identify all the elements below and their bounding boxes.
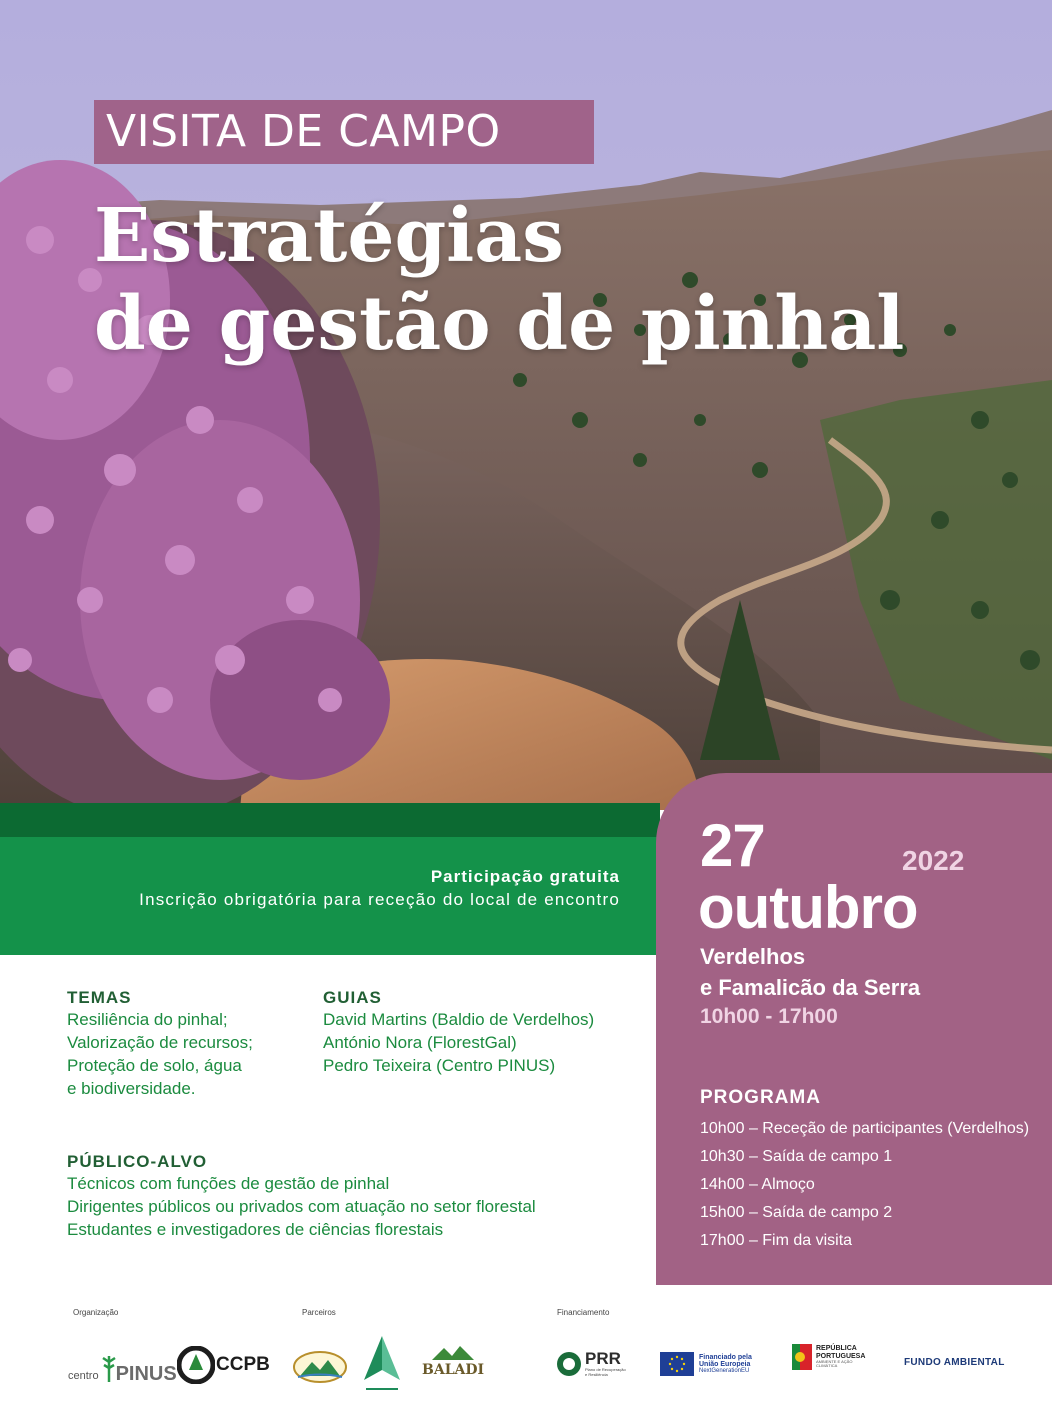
registration-note: Inscrição obrigatória para receção do local de encontro xyxy=(139,890,620,909)
eu-flag-icon xyxy=(660,1352,694,1376)
pine-icon xyxy=(102,1356,116,1382)
mountain-emblem-icon xyxy=(292,1350,348,1384)
eu-line-1: Financiado pela xyxy=(699,1353,752,1361)
rp-line-2: PORTUGUESA xyxy=(816,1352,866,1360)
pinus-word: PINUS xyxy=(115,1362,177,1385)
florestgal-logo xyxy=(362,1334,402,1394)
title-line-1: Estratégias xyxy=(94,193,564,279)
guias-line: Pedro Teixeira (Centro PINUS) xyxy=(323,1056,556,1075)
location-line-1: Verdelhos xyxy=(700,944,806,969)
publico-heading: PÚBLICO-ALVO xyxy=(67,1152,208,1171)
portugal-arms-icon xyxy=(792,1344,812,1370)
temas-line: e biodiversidade. xyxy=(67,1079,196,1098)
programa-item: 10h00 – Receção de participantes (Verdelhos) xyxy=(700,1120,1030,1137)
fundo-word: FUNDO AMBIENTAL xyxy=(904,1357,1005,1368)
publico-section xyxy=(67,1152,536,1241)
page-title xyxy=(94,192,904,368)
fundo-ambiental-logo xyxy=(904,1357,1005,1368)
programa-list xyxy=(700,1115,1029,1255)
programa-item: 10h30 – Saída de campo 1 xyxy=(700,1148,893,1165)
event-kicker: VISITA DE CAMPO xyxy=(94,100,594,164)
ccpb-logo xyxy=(177,1346,270,1384)
publico-line: Dirigentes públicos ou privados com atuação no setor florestal xyxy=(67,1197,536,1216)
florestgal-icon xyxy=(362,1334,402,1394)
label-financiamento: Financiamento xyxy=(557,1308,610,1317)
participation-band xyxy=(0,837,660,955)
rp-line-1: REPÚBLICA xyxy=(816,1345,857,1353)
baladi-logo xyxy=(422,1344,484,1378)
prr-logo xyxy=(556,1350,629,1377)
event-hours: 10h00 - 17h00 xyxy=(700,1005,838,1028)
prr-word: PRR xyxy=(585,1349,621,1368)
baladi-word: BALADI xyxy=(422,1362,485,1378)
guias-line: David Martins (Baldio de Verdelhos) xyxy=(323,1010,595,1029)
title-line-2: de gestão de pinhal xyxy=(94,281,905,367)
band-stripe xyxy=(0,803,660,837)
logo-strip xyxy=(0,1330,1052,1420)
republica-portuguesa-logo xyxy=(792,1344,865,1370)
guias-line: António Nora (FlorestGal) xyxy=(323,1033,517,1052)
participation-free: Participação gratuita xyxy=(430,867,620,886)
publico-line: Estudantes e investigadores de ciências florestais xyxy=(67,1220,444,1239)
ccpb-word: CCPB xyxy=(216,1354,270,1375)
prr-subtitle: Plano de Recuperação e Resiliência xyxy=(585,1367,626,1377)
event-panel xyxy=(656,773,1052,1285)
eu-logo xyxy=(660,1352,752,1376)
event-year: 2022 xyxy=(902,845,965,876)
temas-section xyxy=(67,988,253,1100)
guias-section xyxy=(323,988,594,1077)
baladi-mountain-icon xyxy=(428,1344,478,1362)
temas-line: Proteção de solo, água xyxy=(67,1056,242,1075)
programa-heading: PROGRAMA xyxy=(700,1087,821,1108)
temas-heading: TEMAS xyxy=(67,988,132,1007)
location-line-2: e Famalicão da Serra xyxy=(700,975,921,1000)
eu-line-2: União Europeia xyxy=(699,1360,751,1368)
event-location xyxy=(700,941,920,1003)
temas-line: Valorização de recursos; xyxy=(67,1033,253,1052)
guias-heading: GUIAS xyxy=(323,988,382,1007)
portugal-map-icon xyxy=(556,1351,582,1377)
publico-line: Técnicos com funções de gestão de pinhal xyxy=(67,1174,390,1193)
baldio-verdelhos-logo xyxy=(292,1350,348,1384)
centro-pinus-logo xyxy=(68,1344,177,1394)
centro-word: centro xyxy=(68,1370,99,1382)
programa-item: 14h00 – Almoço xyxy=(700,1176,815,1193)
temas-line: Resiliência do pinhal; xyxy=(67,1010,228,1029)
ccpb-emblem-icon xyxy=(177,1346,215,1384)
rp-line-3: AMBIENTE E AÇÃO CLIMÁTICA xyxy=(816,1359,853,1369)
label-parceiros: Parceiros xyxy=(302,1308,336,1317)
programa-item: 17h00 – Fim da visita xyxy=(700,1232,853,1249)
label-organizacao: Organização xyxy=(73,1308,119,1317)
event-month: outubro xyxy=(698,874,918,941)
event-day: 27 xyxy=(700,812,765,879)
eu-line-3: NextGenerationEU xyxy=(699,1368,750,1375)
programa-item: 15h00 – Saída de campo 2 xyxy=(700,1204,893,1221)
